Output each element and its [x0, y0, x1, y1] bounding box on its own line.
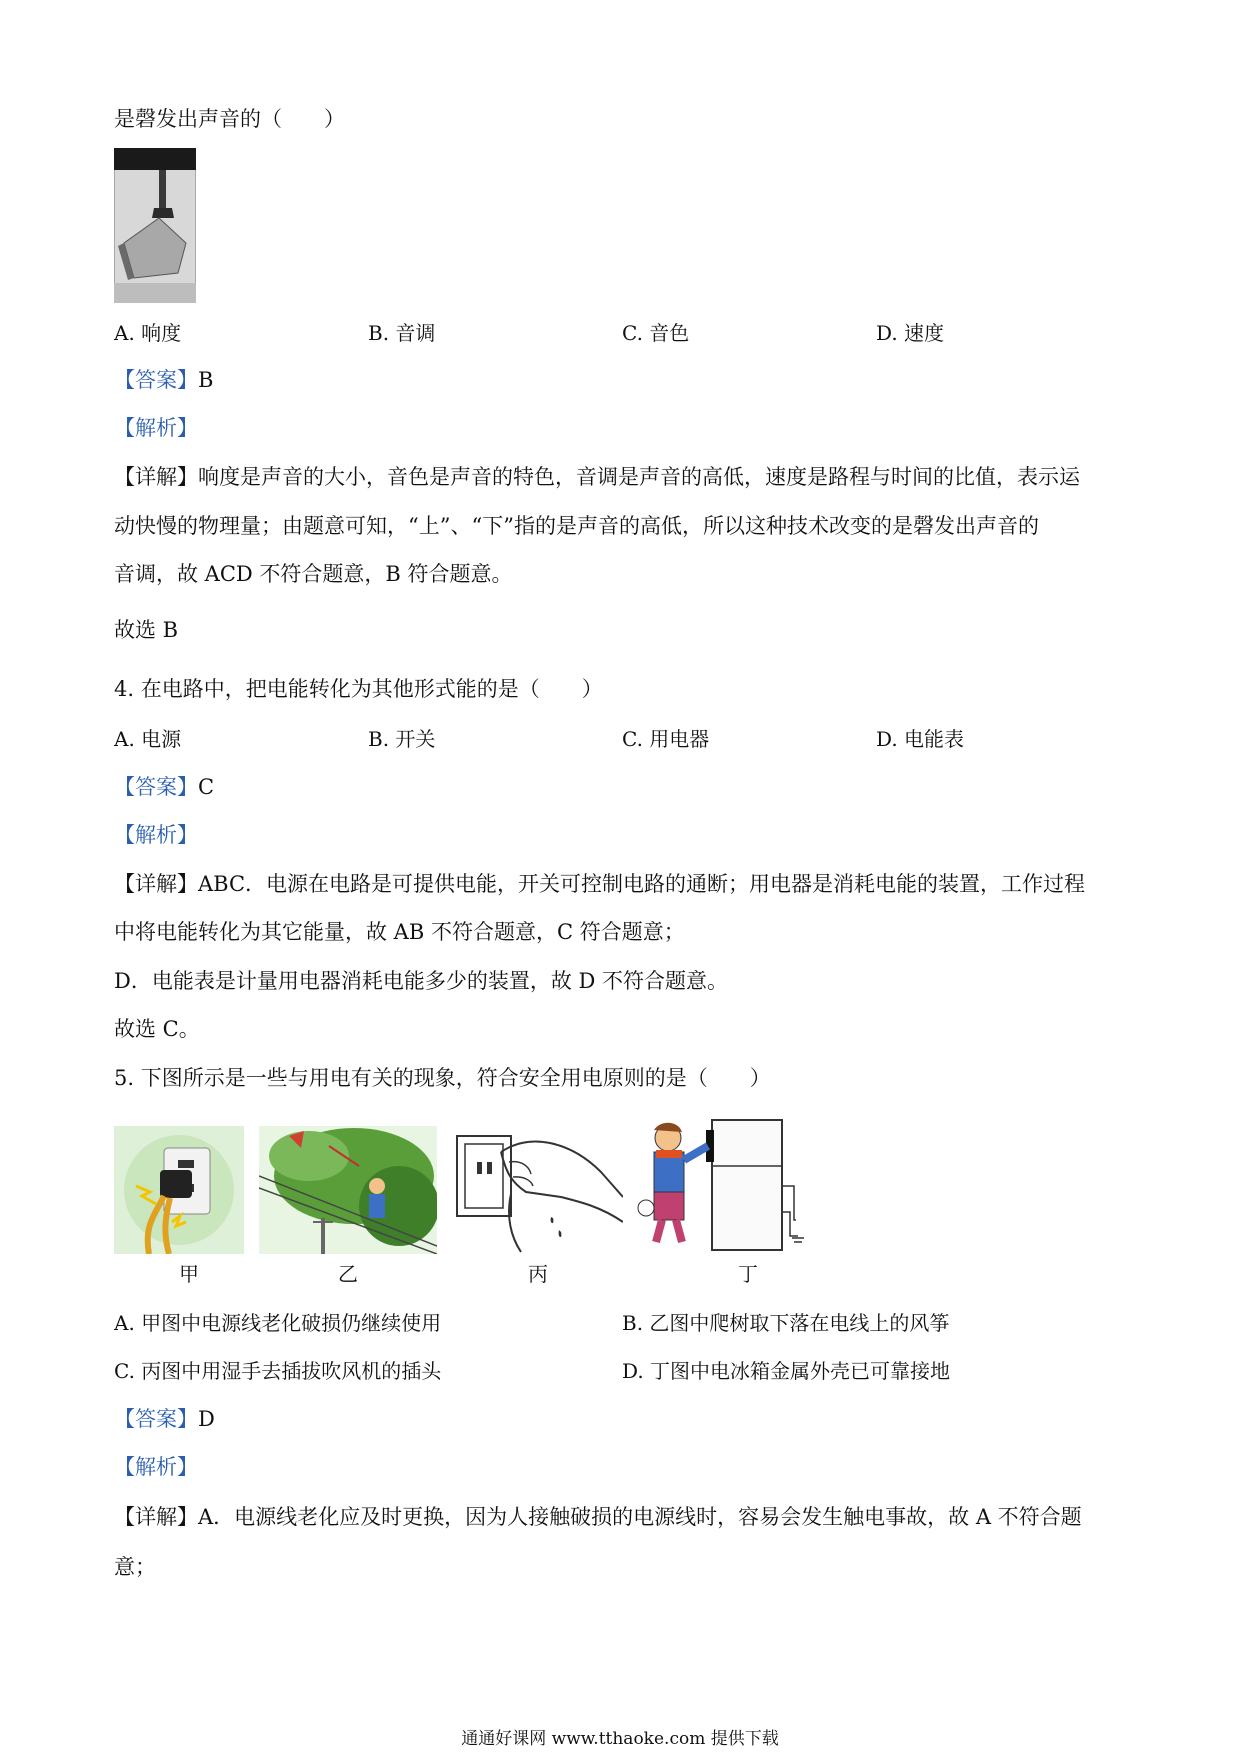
- caption-ding: 丁: [738, 1262, 758, 1286]
- q5-option-c: C. 丙图中用湿手去插拔吹风机的插头: [114, 1359, 442, 1383]
- answer-value: D: [198, 1407, 215, 1431]
- q3-option-b: B. 音调: [368, 321, 436, 345]
- q4-option-a: A. 电源: [114, 727, 182, 751]
- q4-option-c: C. 用电器: [622, 727, 710, 751]
- q5-detail-line-1: [114, 1502, 1082, 1532]
- q4-conclusion: 故选 C。: [114, 1017, 200, 1041]
- q5-option-a: A. 甲图中电源线老化破损仍继续使用: [114, 1311, 442, 1335]
- page-footer: 通通好课网 www.tthaoke.com 提供下载: [461, 1729, 779, 1749]
- answer-value: C: [198, 775, 215, 799]
- q4-option-d: D. 电能表: [876, 727, 965, 751]
- q3-analysis: [114, 413, 198, 443]
- q5-option-d: D. 丁图中电冰箱金属外壳已可靠接地: [622, 1359, 951, 1383]
- q4-option-b: B. 开关: [368, 727, 436, 751]
- q5-option-b: B. 乙图中爬树取下落在电线上的风筝: [622, 1311, 950, 1335]
- q3-stem-tail: 是磬发出声音的（ ）: [114, 107, 345, 131]
- analysis-tag: 【解析】: [114, 416, 198, 440]
- q4-analysis: [114, 820, 198, 850]
- answer-tag: 【答案】: [114, 1407, 198, 1431]
- q3-detail-line-1: [114, 462, 1080, 492]
- q3-detail-line-3: 音调，故 ACD 不符合题意，B 符合题意。: [114, 562, 513, 586]
- detail-text: A．电源线老化应及时更换，因为人接触破损的电源线时，容易会发生触电事故，故 A 不符合题: [198, 1505, 1082, 1529]
- q4-detail-line-1: [114, 869, 1085, 899]
- figure-bing-wet-hand-plug: [451, 1122, 623, 1258]
- q3-detail-line-2: 动快慢的物理量；由题意可知，“上”、“下”指的是声音的高低，所以这种技术改变的是磬发出声音的: [114, 514, 1039, 538]
- analysis-tag: 【解析】: [114, 823, 198, 847]
- figure-jia-damaged-cord: [114, 1126, 244, 1258]
- q5-answer: [114, 1404, 215, 1434]
- detail-text: ABC．电源在电路是可提供电能，开关可控制电路的通断；用电器是消耗电能的装置，工作过程: [198, 872, 1086, 896]
- q3-option-d: D. 速度: [876, 321, 945, 345]
- q3-conclusion: 故选 B: [114, 618, 179, 642]
- answer-tag: 【答案】: [114, 368, 198, 392]
- q5-stem: 5. 下图所示是一些与用电有关的现象，符合安全用电原则的是（ ）: [114, 1066, 771, 1090]
- caption-bing: 丙: [528, 1262, 548, 1286]
- q5-detail-line-2: 意；: [114, 1555, 156, 1579]
- detail-tag: 【详解】: [114, 1505, 198, 1529]
- answer-value: B: [198, 368, 214, 392]
- answer-tag: 【答案】: [114, 775, 198, 799]
- detail-tag: 【详解】: [114, 872, 198, 896]
- figure-ding-fridge-grounded: [634, 1116, 804, 1258]
- q4-detail-line-2: 中将电能转化为其它能量，故 AB 不符合题意，C 符合题意；: [114, 920, 685, 944]
- analysis-tag: 【解析】: [114, 1455, 198, 1479]
- q3-option-c: C. 音色: [622, 321, 690, 345]
- q4-detail-line-3: D．电能表是计量用电器消耗电能多少的装置，故 D 不符合题意。: [114, 969, 729, 993]
- q4-stem: 4. 在电路中，把电能转化为其他形式能的是（ ）: [114, 677, 603, 701]
- chime-stone-image: [114, 148, 196, 307]
- q5-analysis: [114, 1452, 198, 1482]
- q4-answer: [114, 772, 214, 802]
- figure-yi-tree-climbing: [259, 1126, 437, 1258]
- detail-tag: 【详解】: [114, 465, 198, 489]
- q3-option-a: A. 响度: [114, 321, 182, 345]
- caption-jia: 甲: [179, 1262, 199, 1286]
- detail-text: 响度是声音的大小，音色是声音的特色，音调是声音的高低，速度是路程与时间的比值，表示运: [198, 465, 1080, 489]
- caption-yi: 乙: [338, 1262, 358, 1286]
- q3-answer: [114, 365, 213, 395]
